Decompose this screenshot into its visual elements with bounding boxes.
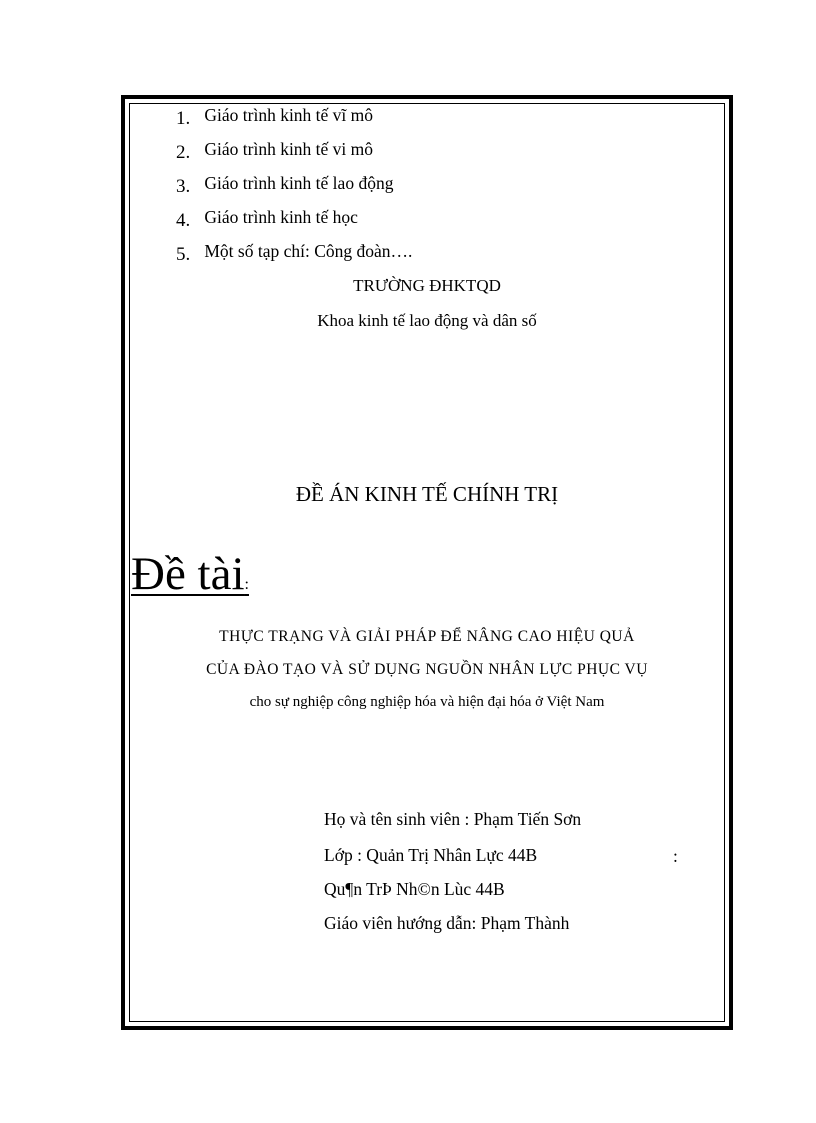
topic-line-3: cho sự nghiệp công nghiệp hóa và hiện đại hóa ở Việt Nam [249,694,605,710]
stray-colon: : [673,846,678,866]
reference-text: Giáo trình kinh tế học [204,207,358,227]
supervisor: Giáo viên hướng dẫn: Phạm Thành [324,913,570,933]
reference-number: 4. [176,210,191,231]
reference-text: Giáo trình kinh tế lao động [204,173,394,193]
reference-number: 3. [176,176,191,197]
topic-heading [131,548,249,600]
reference-number: 2. [176,142,191,163]
reference-item [176,173,393,195]
reference-item [176,207,358,229]
reference-text: Một số tạp chí: Công đoàn…. [204,241,413,261]
topic-label: Đề tài [131,548,245,600]
reference-item [176,105,373,127]
topic-line-1: THỰC TRẠNG VÀ GIẢI PHÁP ĐỂ NÂNG CAO HIỆU QUẢ [219,628,635,645]
faculty-name: Khoa kinh tế lao động và dân số [317,311,537,330]
reference-number: 1. [176,108,191,129]
student-class: Lớp : Quản Trị Nhân Lực 44B [324,845,538,865]
student-name: Họ và tên sinh viên : Phạm Tiến Sơn [324,809,582,829]
topic-colon: : [244,576,249,593]
project-title: ĐỀ ÁN KINH TẾ CHÍNH TRỊ [295,482,559,506]
reference-number: 5. [176,244,191,265]
reference-item [176,139,373,161]
reference-text: Giáo trình kinh tế vi mô [204,139,374,159]
school-name: TRƯỜNG ĐHKTQD [353,276,501,295]
reference-text: Giáo trình kinh tế vĩ mô [204,105,374,125]
garbled-class-line: Qu¶n TrÞ Nh©n Lùc 44B [324,879,505,899]
reference-item [176,241,412,263]
topic-line-2: CỦA ĐÀO TẠO VÀ SỬ DỤNG NGUỒN NHÂN LỰC PHỤC VỤ [206,661,648,678]
